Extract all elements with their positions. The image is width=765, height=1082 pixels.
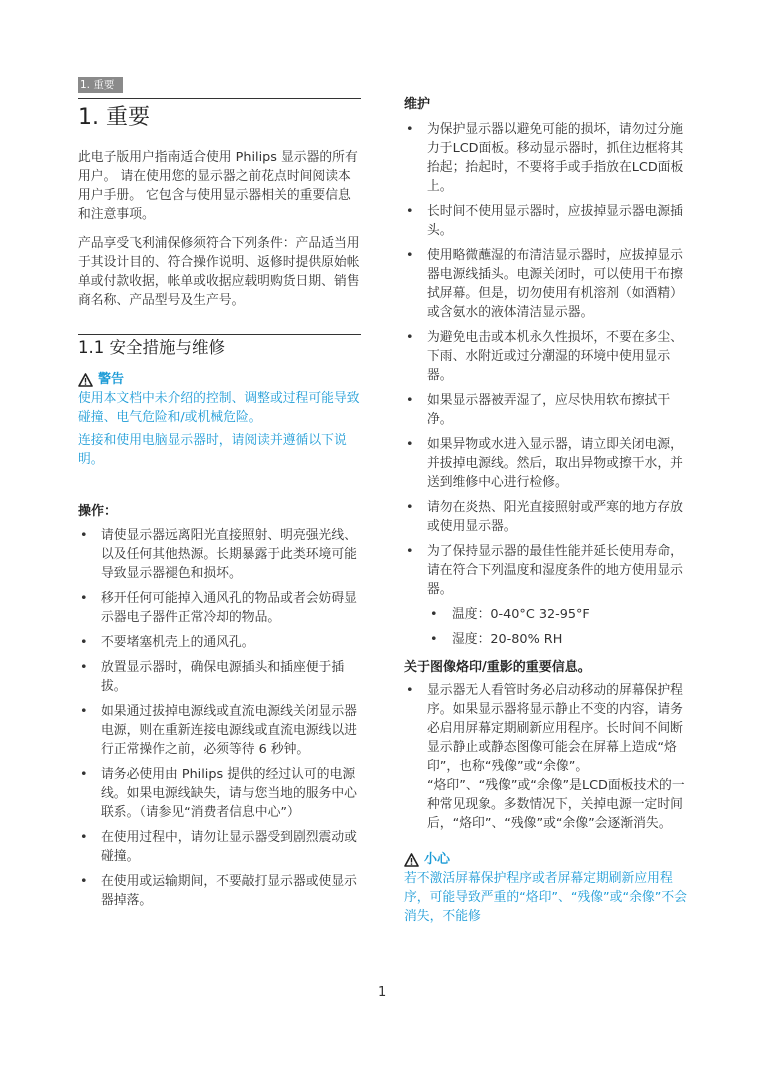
list-item: • 请务必使用由 Philips 提供的经过认可的电源线。如果电源线缺失，请与您当地的服务中心联系。（请参见“消费者信息中心”） [78,765,361,822]
list-item: • 放置显示器时，确保电源插头和插座便于插拔。 [78,658,361,696]
warning-heading [78,371,361,389]
list-item: • 为了保持显示器的最佳性能并延长使用寿命，请在符合下列温度和湿度条件的地方使用显示器。 [404,542,687,599]
right-column [404,96,687,926]
caution-label: 小心 [424,852,451,867]
operation-list [78,526,361,910]
warning-icon [404,853,419,867]
list-item: • 温度：0-40°C 32-95°F [428,605,687,624]
warning-label: 警告 [98,372,125,387]
page-title: 1. 重要 [78,105,150,130]
list-item: • 为保护显示器以避免可能的损坏，请勿过分施力于LCD面板。移动显示器时，抓住边框将其抬起；抬起时，不要将手或手指放在LCD面板上。 [404,120,687,196]
page-number: 1 [378,985,387,1000]
section-title: 1.1 安全措施与维修 [78,338,225,357]
left-column [78,98,361,910]
conditions-list [404,605,687,649]
burnin-heading: 关于图像烙印/重影的重要信息。 [404,660,591,675]
header-tab: 1. 重要 [78,77,123,93]
operation-heading: 操作： [78,504,118,519]
list-item: • 如果显示器被弄湿了，应尽快用软布擦拭干净。 [404,391,687,429]
burnin-text-1: 显示器无人看管时务必启动移动的屏幕保护程序。如果显示器将显示静止不变的内容，请务必启用屏幕定期刷新应用程序。长时间不间断显示静止或静态图像可能会在屏幕上造成“烙印”，也称“残像”或“余像”。 [427,683,683,774]
caution-text: 若不激活屏幕保护程序或者屏幕定期刷新应用程序，可能导致严重的“烙印”、“残像”或“余像”不会消失，不能修 [404,871,687,924]
list-item [404,681,687,833]
warning-text-1: 使用本文档中未介绍的控制、调整或过程可能导致碰撞、电气危险和/或机械危险。 [78,391,360,425]
intro-paragraph-1: 此电子版用户指南适合使用 Philips 显示器的所有用户。 请在使用您的显示器之前花点时间阅读本用户手册。 它包含与使用显示器相关的重要信息和注意事项。 [78,150,358,222]
warning-text-2: 连接和使用电脑显示器时，请阅读并遵循以下说明。 [78,433,347,467]
title-rule [78,98,361,99]
list-item: • 在使用过程中，请勿让显示器受到剧烈震动或碰撞。 [78,828,361,866]
caution-heading [404,851,687,869]
list-item: • 如果通过拔掉电源线或直流电源线关闭显示器电源，则在重新连接电源线或直流电源线以进行正常操作之前，必须等待 6 秒钟。 [78,702,361,759]
burnin-list [404,681,687,833]
list-item: • 使用略微蘸湿的布清洁显示器时，应拔掉显示器电源线插头。电源关闭时，可以使用干布擦拭屏幕。但是，切勿使用有机溶剂（如酒精）或含氨水的液体清洁显示器。 [404,246,687,322]
list-item: • 湿度：20-80% RH [428,630,687,649]
list-item: • 长时间不使用显示器时，应拔掉显示器电源插头。 [404,202,687,240]
maintenance-heading: 维护 [404,97,431,112]
list-item: • 为避免电击或本机永久性损坏，不要在多尘、下雨、水附近或过分潮湿的环境中使用显示器。 [404,328,687,385]
list-item: • 如果异物或水进入显示器，请立即关闭电源，并拔掉电源线。然后，取出异物或擦干水，并送到维修中心进行检修。 [404,435,687,492]
maintenance-list [404,120,687,599]
list-item: • 在使用或运输期间，不要敲打显示器或使显示器掉落。 [78,872,361,910]
section-rule [78,334,361,335]
list-item: • 移开任何可能掉入通风孔的物品或者会妨碍显示器电子器件正常冷却的物品。 [78,589,361,627]
list-item: • 请勿在炎热、阳光直接照射或严寒的地方存放或使用显示器。 [404,498,687,536]
list-item: • 不要堵塞机壳上的通风孔。 [78,633,361,652]
warning-icon [78,373,93,387]
list-item: • 请使显示器远离阳光直接照射、明亮强光线、以及任何其他热源。长期暴露于此类环境可能导致显示器褪色和损坏。 [78,526,361,583]
intro-paragraph-2: 产品享受飞利浦保修须符合下列条件：产品适当用于其设计目的、符合操作说明、返修时提供原始帐单或付款收据，帐单或收据应载明购货日期、销售商名称、产品型号及生产号。 [78,236,360,308]
burnin-text-2: “烙印”、“残像”或“余像”是LCD面板技术的一种常见现象。多数情况下，关掉电源一定时间后，“烙印”、“残像”或“余像”会逐渐消失。 [427,778,685,831]
